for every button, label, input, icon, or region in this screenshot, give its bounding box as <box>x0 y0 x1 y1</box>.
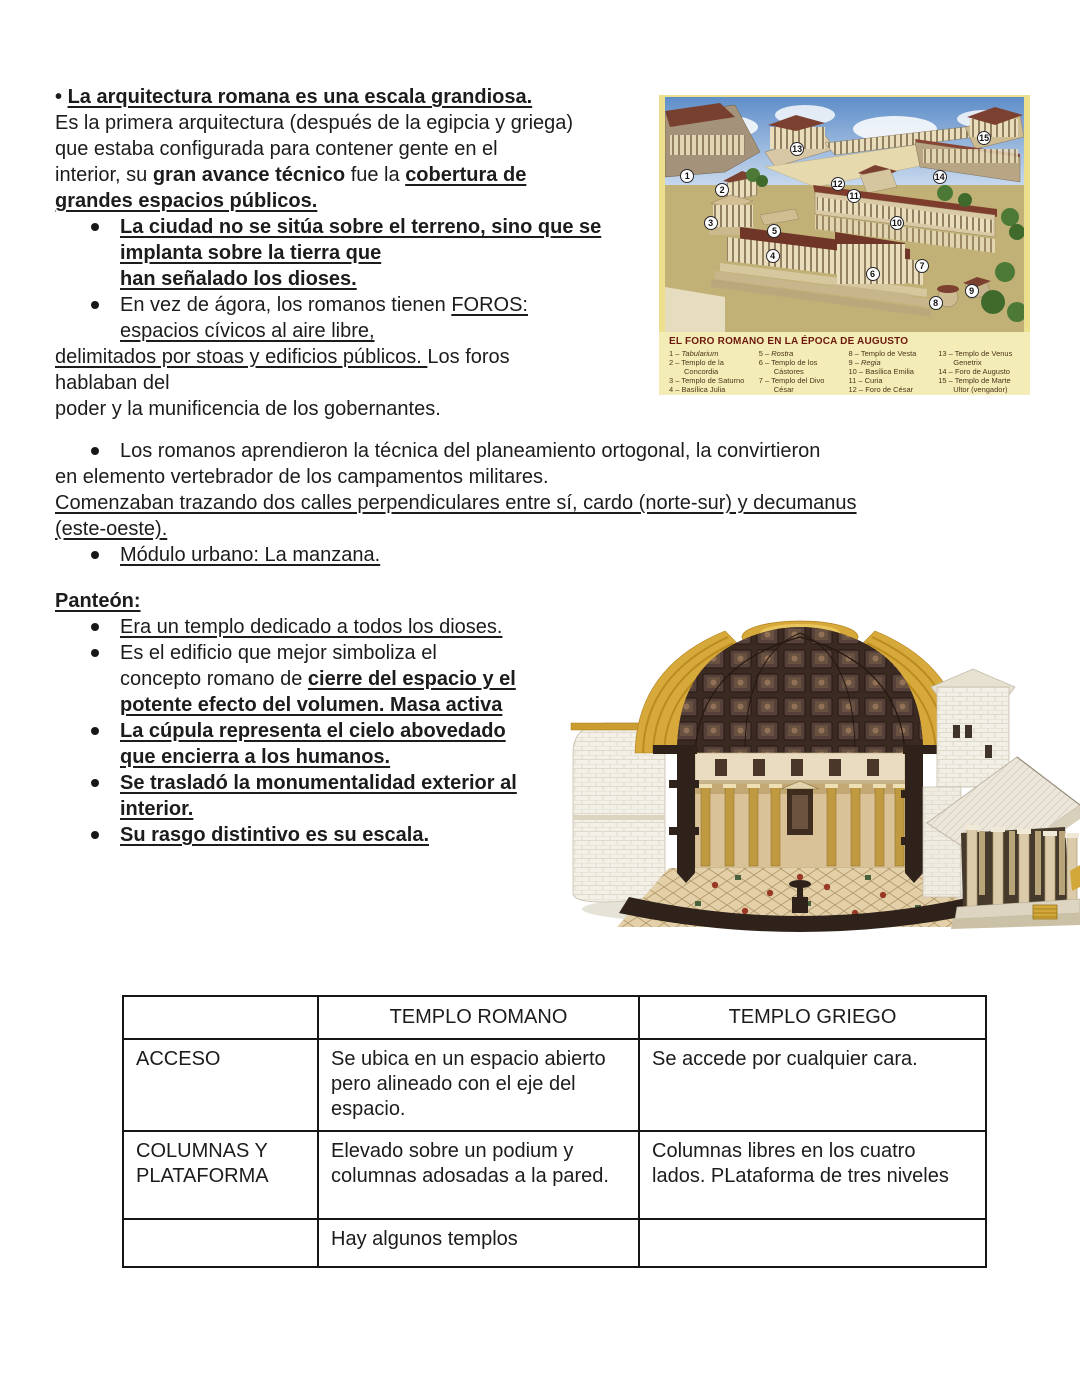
forum-marker-11: 11 <box>847 189 861 203</box>
forum-marker-4: 4 <box>766 249 780 263</box>
cell-columnas-label: COLUMNAS Y PLATAFORMA <box>123 1131 318 1219</box>
table-header-row <box>123 996 986 1039</box>
forum-legend-column <box>938 349 1020 394</box>
forum-legend-column <box>849 349 931 394</box>
text-line <box>55 744 585 770</box>
text-segments: Es la primera arquitectura (después de la egipcia y griega) <box>55 112 574 134</box>
text-segments: concepto romano de cierre del espacio y el <box>120 668 516 690</box>
forum-marker-3: 3 <box>704 216 718 230</box>
forum-marker-9: 9 <box>965 284 979 298</box>
forum-marker-13: 13 <box>792 143 803 154</box>
forum-legend-item: 3 – Templo de Saturno <box>669 376 745 385</box>
forum-legend-item: 13 – Templo de Venus Genetrix <box>938 349 1013 367</box>
header-templo-romano: TEMPLO ROMANO <box>318 996 639 1039</box>
cell-acceso-romano: Se ubica en un espacio abierto pero alineado con el eje del espacio. <box>318 1039 639 1131</box>
text-line <box>55 692 585 718</box>
text-segments: potente efecto del volumen. Masa activa <box>120 694 503 716</box>
text-segments: Panteón: <box>55 590 141 612</box>
pantheon-cutaway-illustration <box>565 575 1080 940</box>
cell-extra-label <box>123 1219 318 1267</box>
text-line <box>55 214 667 240</box>
text-line <box>55 614 585 640</box>
forum-marker-12: 12 <box>832 178 843 189</box>
cell-columnas-griego: Columnas libres en los cuatro lados. PLataforma de tres niveles <box>639 1131 986 1219</box>
text-line <box>55 396 667 422</box>
bullet-icon <box>91 223 99 231</box>
text-line <box>55 770 585 796</box>
intro-text-block <box>55 84 667 422</box>
forum-legend-item: 12 – Foro de César <box>848 385 914 394</box>
forum-legend-item: 11 – Curia <box>848 376 883 385</box>
cell-extra-griego <box>639 1219 986 1267</box>
bullet-icon <box>91 649 99 657</box>
text-segments: interior. <box>120 798 194 820</box>
text-segments: Es el edificio que mejor simboliza el <box>120 642 437 664</box>
forum-legend-item: 7 – Templo del Divo César <box>758 376 825 394</box>
text-segments: que estaba configurada para contener gente en el <box>55 138 498 160</box>
bullet-icon <box>91 779 99 787</box>
cell-acceso-label: ACCESO <box>123 1039 318 1131</box>
header-empty <box>123 996 318 1039</box>
text-line <box>55 640 585 666</box>
text-line <box>55 438 1050 464</box>
text-segments: Era un templo dedicado a todos los dioses. <box>120 616 503 638</box>
pantheon-text-block <box>55 588 585 848</box>
text-line <box>55 110 667 136</box>
text-line <box>55 162 667 188</box>
text-line <box>55 542 1050 568</box>
urbanism-text-block <box>55 438 1050 568</box>
text-segments: En vez de ágora, los romanos tienen FOROS: <box>120 294 528 316</box>
forum-marker-10: 10 <box>891 217 902 228</box>
text-line <box>55 490 1050 516</box>
text-segments: poder y la munificencia de los gobernantes. <box>55 398 441 420</box>
roman-forum-figure <box>659 95 1030 395</box>
text-segments: Los romanos aprendieron la técnica del planeamiento ortogonal, la convirtieron <box>120 440 821 462</box>
forum-legend-item: 5 – Rostra <box>758 349 794 358</box>
forum-marker-7: 7 <box>915 259 929 273</box>
forum-marker-15: 15 <box>979 132 990 143</box>
text-segments: Módulo urbano: La manzana. <box>120 544 381 566</box>
text-segments: implanta sobre la tierra que <box>120 242 382 264</box>
bullet-icon <box>91 831 99 839</box>
forum-legend-item: 9 – Regia <box>848 358 881 367</box>
text-segments: espacios cívicos al aire libre, <box>120 320 375 342</box>
text-line <box>55 464 1050 490</box>
text-segments: en elemento vertebrador de los campamentos militares. <box>55 466 549 488</box>
forum-legend-title: EL FORO ROMANO EN LA ÉPOCA DE AUGUSTO <box>669 336 909 347</box>
text-line <box>55 516 1050 542</box>
cell-extra-romano: Hay algunos templos <box>318 1219 639 1267</box>
bullet-icon <box>91 623 99 631</box>
forum-legend-column <box>669 349 751 394</box>
table-row-extra <box>123 1219 986 1267</box>
text-segments: Se trasladó la monumentalidad exterior al <box>120 772 517 794</box>
text-line <box>55 796 585 822</box>
text-line <box>55 266 667 292</box>
forum-legend-item: 14 – Foro de Augusto <box>938 367 1010 376</box>
text-segments: Su rasgo distintivo es su escala. <box>120 824 430 846</box>
text-line <box>55 188 667 214</box>
text-segments: La cúpula representa el cielo abovedado <box>120 720 506 742</box>
forum-legend <box>659 332 1030 395</box>
text-segments: han señalado los dioses. <box>120 268 357 290</box>
forum-legend-columns <box>669 349 1020 394</box>
text-line <box>55 292 667 318</box>
table-row-columnas <box>123 1131 986 1219</box>
forum-legend-item: 8 – Templo de Vesta <box>848 349 917 358</box>
text-segments: que encierra a los humanos. <box>120 746 391 768</box>
text-segments: • La arquitectura romana es una escala grandiosa. <box>55 86 533 108</box>
bullet-icon <box>91 551 99 559</box>
text-line <box>55 344 667 370</box>
forum-marker-8: 8 <box>929 296 943 310</box>
bullet-icon <box>91 301 99 309</box>
text-segments: grandes espacios públicos. <box>55 190 318 212</box>
roman-forum-illustration <box>665 97 1024 332</box>
text-segments: Comenzaban trazando dos calles perpendiculares entre sí, cardo (norte-sur) y decumanus <box>55 492 857 514</box>
forum-marker-6: 6 <box>866 267 880 281</box>
text-line <box>55 666 585 692</box>
cell-acceso-griego: Se accede por cualquier cara. <box>639 1039 986 1131</box>
bullet-icon <box>91 447 99 455</box>
text-line <box>55 370 667 396</box>
table-row-acceso <box>123 1039 986 1131</box>
forum-legend-item: 1 – Tabularium <box>669 349 719 358</box>
text-line <box>55 240 667 266</box>
header-templo-griego: TEMPLO GRIEGO <box>639 996 986 1039</box>
bullet-icon <box>91 727 99 735</box>
text-line <box>55 84 667 110</box>
text-line <box>55 588 585 614</box>
text-segments: hablaban del <box>55 372 170 394</box>
forum-legend-item: 4 – Basílica Julia <box>669 385 726 394</box>
text-line <box>55 718 585 744</box>
forum-legend-item: 2 – Templo de la Concordia <box>669 358 724 376</box>
pantheon-figure <box>565 575 1080 940</box>
forum-marker-14: 14 <box>934 171 945 182</box>
forum-marker-2: 2 <box>715 183 729 197</box>
text-line <box>55 822 585 848</box>
cell-columnas-romano: Elevado sobre un podium y columnas adosadas a la pared. <box>318 1131 639 1219</box>
temple-comparison-table <box>122 995 987 1268</box>
text-line <box>55 318 667 344</box>
text-line <box>55 136 667 162</box>
text-segments: La ciudad no se sitúa sobre el terreno, sino que se <box>120 216 602 238</box>
forum-legend-column <box>759 349 841 394</box>
forum-legend-item: 6 – Templo de los Cástores <box>758 358 818 376</box>
forum-marker-5: 5 <box>767 224 781 238</box>
text-segments: interior, su gran avance técnico fue la cobertura de <box>55 164 527 186</box>
forum-marker-1: 1 <box>680 169 694 183</box>
forum-legend-item: 10 – Basílica Emilia <box>848 367 914 376</box>
forum-legend-item: 15 – Templo de Marte Ultor (vengador) <box>938 376 1011 394</box>
text-segments: delimitados por stoas y edificios públicos. Los foros <box>55 346 510 368</box>
text-segments: (este-oeste). <box>55 518 168 540</box>
